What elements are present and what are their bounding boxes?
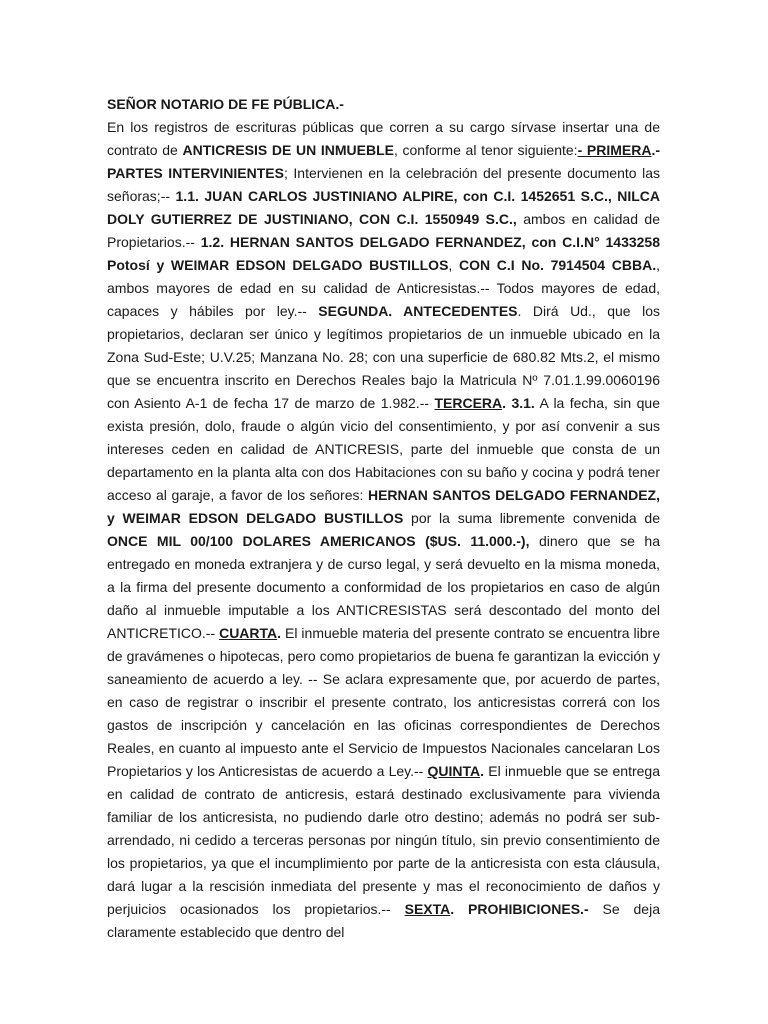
body-text-segment: por la suma libremente convenida de	[403, 510, 660, 526]
body-text-segment: El inmueble que se entrega en calidad de contrato de anticresis, estará destinado exclusivamente para vivienda familiar de los anticresista, no pudiendo darle otro destino; además no podrá ser sub-arrendado, ni cedido a terceras personas por ningún título, sin previo consentimiento de los propietarios, ya que el incumplimiento por parte de la anticresista con esta cláusula, dará lugar a la rescisión inmediata del presente y mas el reconocimiento de daños y perjuicios ocasionados los propietarios.--	[107, 763, 660, 917]
bold-text-segment: ONCE MIL 00/100 DOLARES AMERICANOS ($US. 11.000.-),	[107, 533, 530, 549]
bold-text-segment: SEGUNDA. ANTECEDENTES	[318, 303, 518, 319]
body-text-segment: El inmueble materia del presente contrato se encuentra libre de gravámenes o hipotecas, pero como propietarios de buena fe garantizan la evicción y saneamiento de acuerdo a ley. -- Se aclara expresamente que, por acuerdo de partes, en caso de registrar o inscribir el presente contrato, los anticresistas correrá con los gastos de inscripción y cancelación en las oficinas correspondientes de Derechos Reales, en cuanto al impuesto ante el Servicio de Impuestos Nacionales cancelaran Los Propietarios y los Anticresistas de acuerdo a Ley.--	[107, 625, 660, 779]
body-text-segment: ambos en calidad de Propietarios.--	[107, 211, 660, 250]
body-text-segment: ,	[448, 257, 459, 273]
bold-text-segment: ANTICRESIS DE UN INMUEBLE	[182, 142, 394, 158]
clause-heading: SEXTA	[404, 901, 451, 917]
document-title: SEÑOR NOTARIO DE FE PÚBLICA.-	[107, 96, 344, 112]
body-text-segment: A la fecha, sin que exista presión, dolo, fraude o algún vicio del consentimiento, y por así convenir a sus intereses ceden en calidad de ANTICRESIS, parte del inmueble que consta de un departamento en la planta alta con dos Habitaciones con su baño y cocina y podrá tener acceso al garaje, a favor de los señores:	[107, 395, 661, 503]
bold-text-segment: . PROHIBICIONES.-	[450, 901, 589, 917]
body-text-segment: ; Intervienen en la celebración del presente documento las señoras;--	[107, 165, 660, 204]
document-body	[107, 116, 660, 944]
body-text-segment: . Dirá Ud., que los propietarios, declaran ser único y legítimos propietarios de un inmueble ubicado en la Zona Sud-Este; U.V.25; Manzana No. 28; con una superficie de 680.82 Mts.2, el mismo que se encuentra inscrito en Derechos Reales bajo la Matricula Nº 7.01.1.99.0060196 con Asiento A-1 de fecha 17 de marzo de 1.982.--	[107, 303, 660, 411]
bold-text-segment: HERNAN SANTOS DELGADO FERNANDEZ, y WEIMAR EDSON DELGADO BUSTILLOS	[107, 487, 660, 526]
clause-heading: QUINTA	[427, 763, 481, 779]
contract-document	[107, 93, 660, 944]
body-text-segment: dinero que se ha entregado en moneda extranjera y de curso legal, y será devuelto en la misma moneda, a la firma del presente documento a conformidad de los propietarios en caso de algún daño al inmueble imputable a los ANTICRESISTAS será descontado del monto del ANTICRETICO.--	[107, 533, 660, 641]
clause-heading: - PRIMERA	[577, 142, 652, 158]
bold-text-segment: .	[480, 763, 485, 779]
bold-text-segment: .- PARTES INTERVINIENTES	[107, 142, 661, 181]
bold-text-segment: CON C.I No. 7914504 CBBA.	[459, 257, 657, 273]
body-text-segment: Se deja claramente establecido que dentro del	[107, 901, 660, 940]
body-text-segment: En los registros de escrituras públicas que corren a su cargo sírvase insertar una de contrato de	[107, 119, 660, 158]
bold-text-segment: . 3.1.	[502, 395, 535, 411]
clause-heading: CUARTA	[219, 625, 278, 641]
body-text-segment: , conforme al tenor siguiente:	[393, 142, 578, 158]
body-text-segment: , ambos mayores de edad en su calidad de Anticresistas.-- Todos mayores de edad, capaces y hábiles por ley.--	[107, 257, 660, 319]
bold-text-segment: 1.1. JUAN CARLOS JUSTINIANO ALPIRE, con C.I. 1452651 S.C., NILCA DOLY GUTIERREZ DE JUSTINIANO, CON C.I. 1550949 S.C.,	[107, 188, 660, 227]
bold-text-segment: 1.2. HERNAN SANTOS DELGADO FERNANDEZ, con C.I.N° 1433258 Potosí y WEIMAR EDSON DELGADO BUSTILLOS	[107, 234, 660, 273]
clause-heading: TERCERA	[434, 395, 503, 411]
bold-text-segment: .	[277, 625, 282, 641]
